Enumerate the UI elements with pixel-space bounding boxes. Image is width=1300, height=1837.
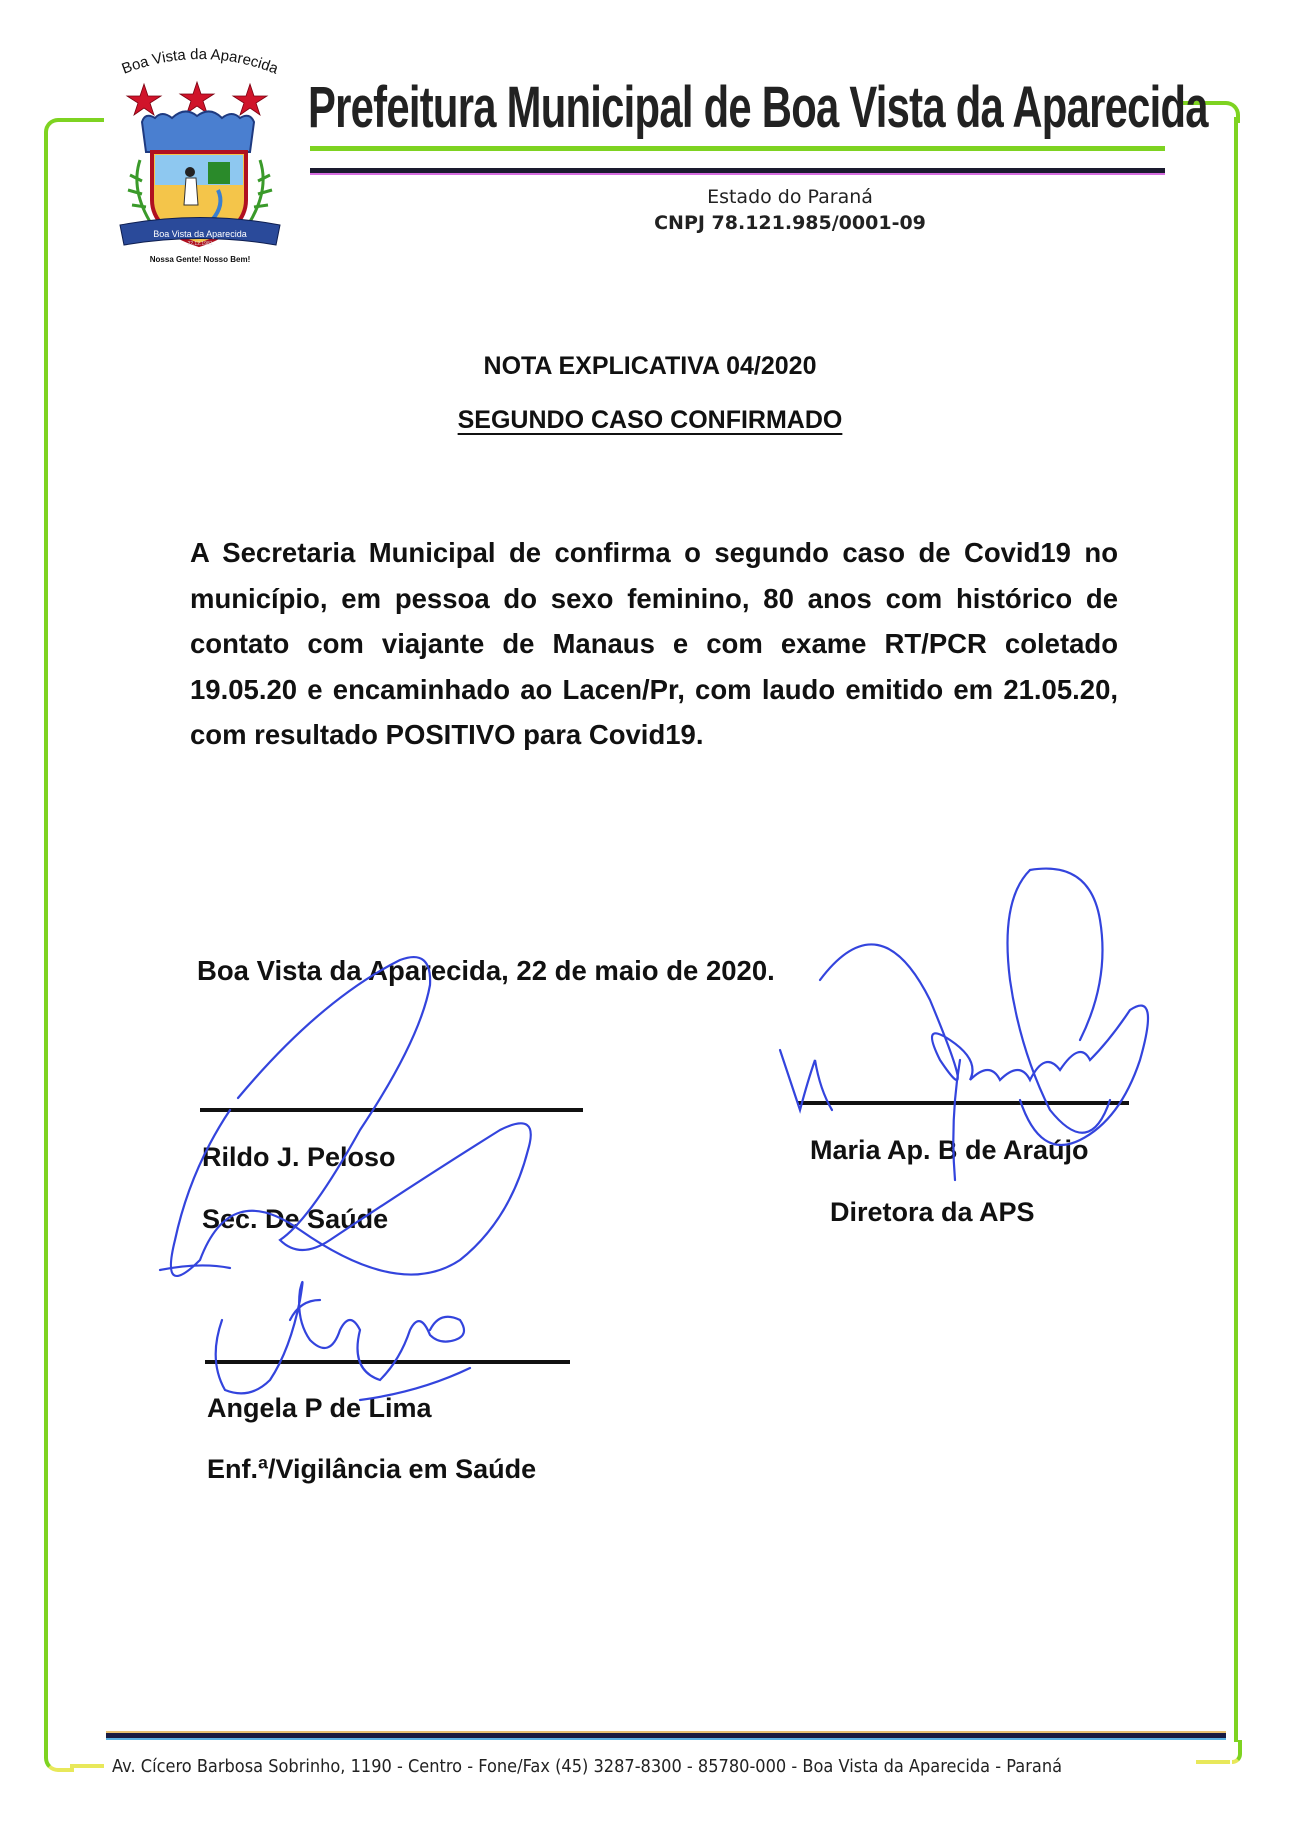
frame-top-left-segment: [60, 118, 104, 122]
frame-right-border: [1234, 117, 1238, 1742]
frame-bottom-left-segment: [70, 1764, 104, 1768]
signature-line-1: [200, 1108, 583, 1112]
note-subtitle-text: SEGUNDO CASO CONFIRMADO: [457, 406, 843, 434]
signatory-1-role: Sec. De Saúde: [202, 1204, 389, 1234]
stars-icon: [127, 82, 267, 115]
frame-bottom-right-segment: [1196, 1760, 1230, 1764]
signature-line-2: [797, 1101, 1129, 1105]
signature-3-scribble: [216, 1282, 464, 1393]
logo-motto: Nossa Gente! Nosso Bem!: [149, 255, 251, 264]
place-and-date: Boa Vista da Aparecida, 22 de maio de 2020.: [197, 955, 775, 986]
logo-arc-text: Boa Vista da Aparecida: [119, 45, 281, 78]
signatory-3-name: Angela P de Lima: [207, 1393, 432, 1423]
logo-ribbon-date: 22.12.1981: [187, 241, 213, 247]
logo-ribbon-text: Boa Vista da Aparecida: [153, 229, 247, 239]
coat-of-arms-icon: [100, 40, 300, 270]
letterhead-state: Estado do Paraná: [707, 186, 873, 208]
signatory-2-name: Maria Ap. B de Araújo: [810, 1135, 1089, 1165]
note-subtitle: [350, 406, 950, 435]
signatory-1-name: Rildo J. Peloso: [202, 1142, 396, 1172]
letterhead-title: Prefeitura Municipal de Boa Vista da Aparecida: [308, 75, 1208, 140]
note-title: NOTA EXPLICATIVA 04/2020: [483, 352, 817, 380]
frame-left-border: [44, 134, 48, 1752]
footer-address: Av. Cícero Barbosa Sobrinho, 1190 - Centro - Fone/Fax (45) 3287-8300 - 85780-000 - Boa Vista da Aparecida - Paraná: [112, 1756, 1063, 1777]
letterhead-cnpj: CNPJ 78.121.985/0001-09: [654, 212, 926, 234]
signature-line-3: [205, 1360, 570, 1364]
frame-corner-bottom-right: [1232, 1740, 1242, 1764]
crown-icon: [142, 111, 254, 152]
letterhead-green-rule: [310, 146, 1165, 151]
frame-corner-bottom-left: [44, 1748, 74, 1772]
signatory-3-role: Enf.ª/Vigilância em Saúde: [207, 1454, 537, 1484]
note-body-paragraph: A Secretaria Municipal de confirma o segundo caso de Covid19 no município, em pessoa do sexo feminino, 80 anos com histórico de contato com viajante de Manaus e com exame RT/PCR coletado 19.05.20 e encaminhado ao Lacen/Pr, com laudo emitido em 21.05.20, com resultado POSITIVO para Covid19.: [190, 537, 1118, 750]
letterhead-black-rule: [310, 168, 1165, 173]
signatory-2-role: Diretora da APS: [830, 1197, 1035, 1227]
footer-rule: [106, 1733, 1226, 1738]
municipal-coat-of-arms-logo: [100, 40, 300, 270]
